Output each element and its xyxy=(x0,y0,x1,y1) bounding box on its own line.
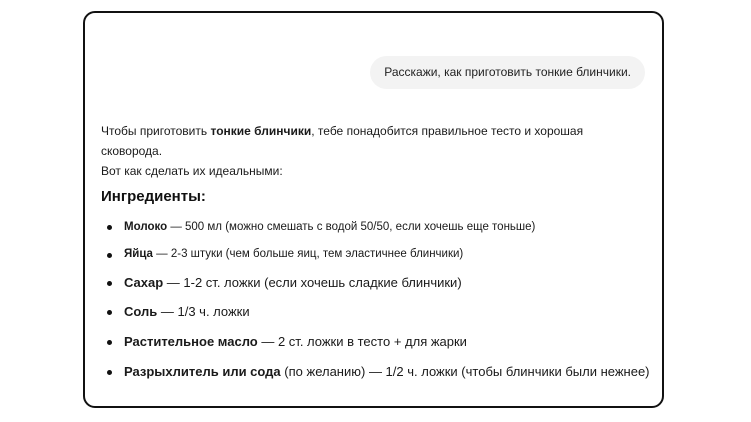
ingredient-name: Разрыхлитель или сода xyxy=(124,364,281,379)
intro-text-after: , тебе понадобится правильное тесто и хорошая сковорода. xyxy=(101,124,584,158)
intro-text-before: Чтобы приготовить xyxy=(101,124,211,138)
ingredient-item xyxy=(101,357,661,387)
intro-text-bold: тонкие блинчики xyxy=(210,124,312,138)
assistant-reply xyxy=(101,121,650,379)
bullet-icon xyxy=(107,370,112,375)
ingredient-name: Соль xyxy=(124,304,158,319)
ingredients-list xyxy=(101,213,661,387)
ingredient-detail: — 500 мл (можно смешать с водой 50/50, если хочешь еще тоньше) xyxy=(167,221,536,233)
ingredient-detail: — 2-3 штуки (чем больше яиц, тем эластичнее блинчики) xyxy=(152,248,464,260)
bullet-icon xyxy=(107,253,112,258)
ingredient-item xyxy=(101,268,661,297)
ingredient-name: Яйца xyxy=(124,248,153,260)
ingredient-name: Молоко xyxy=(124,221,168,233)
ingredient-detail: — 1-2 ст. ложки (если хочешь сладкие блинчики) xyxy=(163,275,462,290)
user-message-bubble: Расскажи, как приготовить тонкие блинчики. xyxy=(370,56,645,89)
bullet-icon xyxy=(107,225,112,230)
intro-text-line2: Вот как сделать их идеальными: xyxy=(101,164,283,178)
ingredient-detail: — 1/3 ч. ложки xyxy=(157,304,250,319)
ingredient-item xyxy=(101,213,661,241)
ingredient-name: Сахар xyxy=(124,275,164,290)
bullet-icon xyxy=(107,310,112,315)
bullet-icon xyxy=(107,340,112,345)
ingredient-detail: — 2 ст. ложки в тесто + для жарки xyxy=(257,334,467,349)
ingredient-item xyxy=(101,297,661,327)
ingredient-item xyxy=(101,327,661,357)
chat-window xyxy=(83,11,664,408)
ingredients-heading: Ингредиенты: xyxy=(101,188,206,205)
ingredient-item xyxy=(101,241,661,268)
ingredient-name: Растительное масло xyxy=(124,334,258,349)
ingredient-detail: — 1/2 ч. ложки (чтобы блинчики были нежнее) xyxy=(365,364,650,379)
ingredient-extra: (по желанию) xyxy=(280,364,366,379)
bullet-icon xyxy=(107,281,112,286)
reply-intro xyxy=(101,121,646,181)
